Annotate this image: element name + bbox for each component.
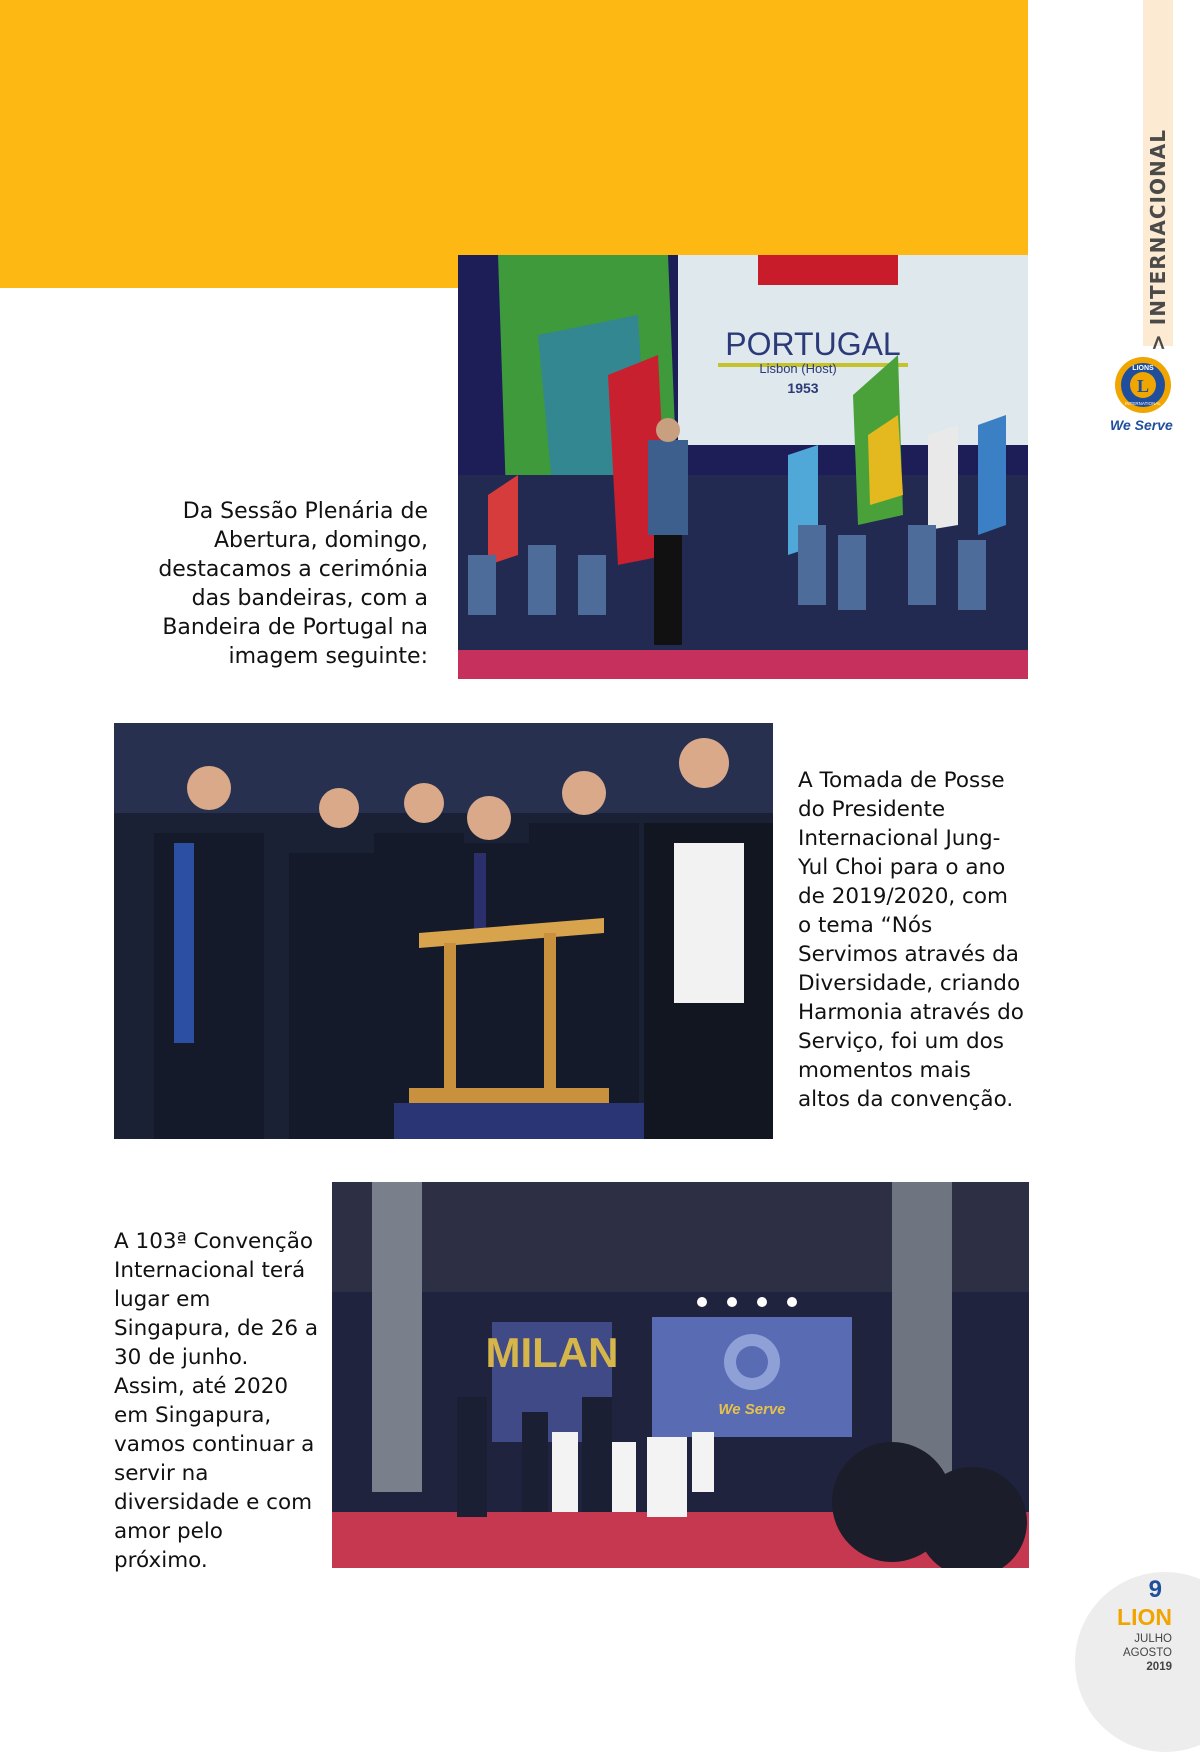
screen-subtitle: Lisbon (Host) <box>759 361 837 376</box>
stage-backdrop-text: MILAN <box>485 1329 619 1376</box>
magazine-title: LION <box>1117 1604 1172 1630</box>
logo-top-text: LIONS <box>1132 365 1154 372</box>
header-yellow-block <box>0 0 1028 288</box>
page-number: 9 <box>1148 1576 1162 1603</box>
lions-logo <box>1110 355 1176 437</box>
caption-next-convention: A 103ª Convenção Internacional terá lugar em Singapura, de 26 a 30 de junho. Assim, até 2020 em Singapura, vamos continuar a servir na diversidade e com amor pelo próximo. <box>114 1229 319 1573</box>
logo-tagline: We Serve <box>1110 417 1173 433</box>
issue-month-2: AGOSTO <box>1123 1647 1172 1659</box>
screen-title: PORTUGAL <box>725 326 901 362</box>
inauguration-photo <box>114 723 773 1139</box>
screen-year: 1953 <box>787 380 819 396</box>
logo-bottom-text: INTERNATIONAL <box>1125 401 1161 406</box>
issue-year: 2019 <box>1146 1661 1172 1673</box>
lions-emblem-icon <box>1110 355 1176 417</box>
convention-stage-photo <box>332 1182 1029 1568</box>
section-label: > INTERNACIONAL <box>1146 129 1170 351</box>
stage-screen-tagline: We Serve <box>718 1401 786 1418</box>
caption-inauguration: A Tomada de Posse do Presidente Internacional Jung- Yul Choi para o ano de 2019/2020, com o tema “Nós Servimos através da Diversidade, criando Harmonia através do Serviço, foi um dos momentos mais altos da convenção. <box>798 768 1024 1112</box>
caption-flag-ceremony: Da Sessão Plenária de Abertura, domingo, destacamos a cerimónia das bandeiras, com a Bandeira de Portugal na imagem seguinte: <box>158 499 428 669</box>
issue-month-1: JULHO <box>1134 1633 1172 1645</box>
logo-letter: L <box>1136 376 1150 396</box>
flag-ceremony-photo <box>458 255 1028 679</box>
